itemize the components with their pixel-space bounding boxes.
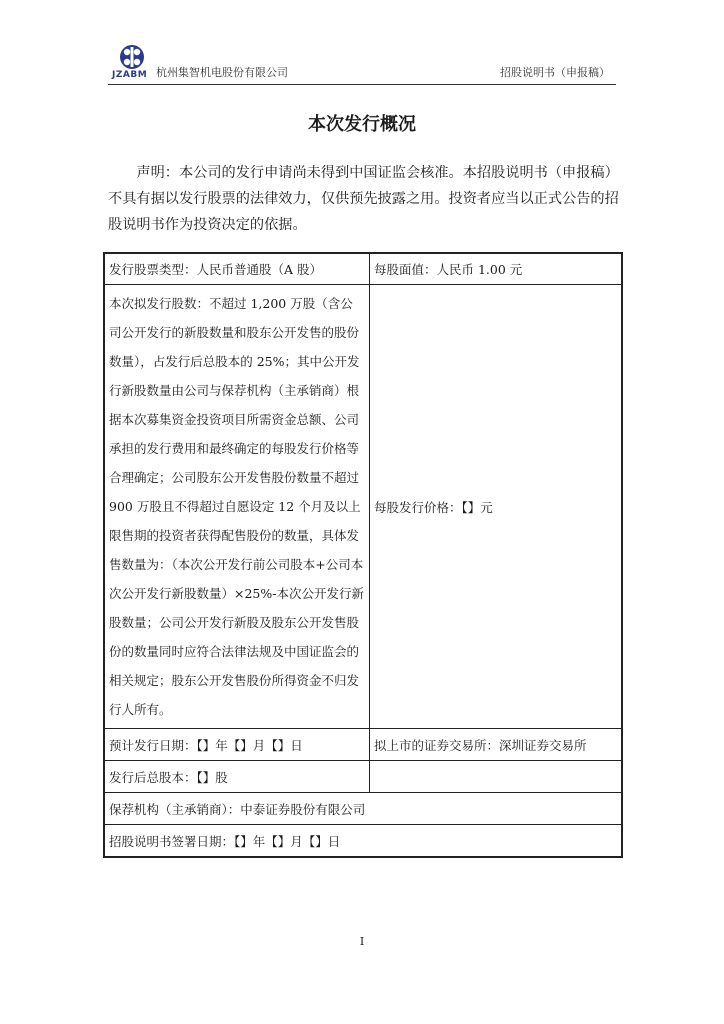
document-type: 招股说明书（申报稿） bbox=[500, 66, 610, 79]
table-row bbox=[104, 825, 622, 858]
page-number: I bbox=[359, 935, 365, 948]
company-logo bbox=[112, 44, 152, 82]
table-row bbox=[104, 285, 622, 729]
issue-price-cell: 每股发行价格：【】元 bbox=[370, 285, 623, 729]
table-row bbox=[104, 253, 622, 285]
sponsor-cell: 保荐机构（主承销商）：中泰证券股份有限公司 bbox=[104, 793, 622, 825]
expected-date-cell: 预计发行日期：【】年【】月【】日 bbox=[104, 729, 370, 761]
offering-summary-table bbox=[103, 252, 623, 858]
shares-offered-cell: 本次拟发行股数：不超过 1,200 万股（含公司公开发行的新股数量和股东公开发售的股份数量），占发行后总股本的 25%；其中公开发行新股数量由公司与保荐机构（主承销商）根据本次募集资金投资项目所需资金总额、公司承担的发行费用和最终确定的每股发行价格等合理确定；公司股东公开发售股份数量不超过 900 万股且不得超过自愿设定 12 个月及以上限售期的投资者获得配售股份的数量，具体发售数量为：（本次公开发行前公司股本+公司本次公开发行新股数量）×25%-本次公开发行新股数量；公司公开发行新股及股东公开发售股份的数量同时应符合法律法规及中国证监会的相关规定；股东公开发售股份所得资金不归发行人所有。 bbox=[104, 285, 370, 729]
table-row bbox=[104, 793, 622, 825]
page-title: 本次发行概况 bbox=[308, 114, 416, 135]
table-row bbox=[104, 761, 622, 793]
table-row bbox=[104, 729, 622, 761]
company-name: 杭州集智机电股份有限公司 bbox=[156, 66, 288, 79]
par-value-cell: 每股面值：人民币 1.00 元 bbox=[370, 253, 623, 285]
empty-cell bbox=[370, 761, 623, 793]
page-header bbox=[108, 44, 616, 85]
total-shares-cell: 发行后总股本：【】股 bbox=[104, 761, 370, 793]
stock-type-cell: 发行股票类型：人民币普通股（A 股） bbox=[104, 253, 370, 285]
disclaimer-statement: 声明：本公司的发行申请尚未得到中国证监会核准。本招股说明书（申报稿）不具有据以发行股票的法律效力，仅供预先披露之用。投资者应当以正式公告的招股说明书作为投资决定的依据。 bbox=[108, 165, 619, 233]
signing-date-cell: 招股说明书签署日期：【】年【】月【】日 bbox=[104, 825, 622, 858]
exchange-cell: 拟上市的证券交易所：深圳证券交易所 bbox=[370, 729, 623, 761]
logo-text: JZABM bbox=[112, 70, 148, 80]
logo-emblem-icon bbox=[112, 44, 152, 70]
